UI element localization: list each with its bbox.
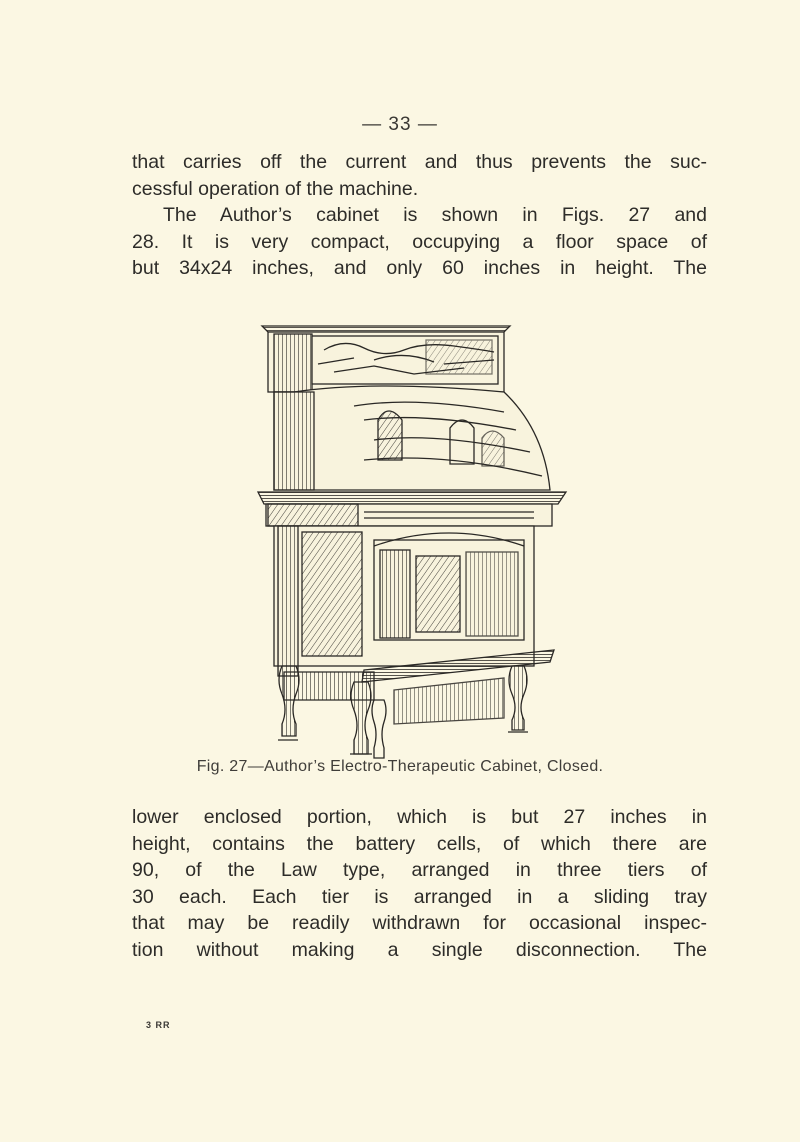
text-line: tion without making a single disconnection. The	[132, 938, 707, 961]
figure-caption: Fig. 27—Author’s Electro-Therapeutic Cabinet, Closed.	[196, 758, 604, 775]
figure-cabinet-illustration	[254, 320, 570, 760]
body-text-top	[132, 149, 707, 282]
text-line: that carries off the current and thus prevents the suc-	[132, 151, 707, 173]
page-number: — 33 —	[362, 114, 438, 135]
text-line: but 34x24 inches, and only 60 inches in height. The	[132, 257, 707, 280]
text-line: 28. It is very compact, occupying a floor space of	[132, 230, 707, 253]
text-line: 30 each. Each tier is arranged in a sliding tray	[132, 885, 707, 908]
text-line: height, contains the battery cells, of which there are	[132, 832, 707, 855]
cabinet-engraving-icon	[254, 320, 570, 760]
text-line: cessful operation of the machine.	[132, 177, 419, 200]
body-text-bottom	[132, 804, 707, 964]
printer-signature-mark: 3 RR	[146, 1020, 171, 1030]
text-line: that may be readily withdrawn for occasional inspec-	[132, 912, 707, 935]
paragraph-battery	[132, 804, 707, 964]
text-line: 90, of the Law type, arranged in three tiers of	[132, 859, 707, 882]
paragraph-cabinet-intro	[132, 202, 707, 282]
text-line: lower enclosed portion, which is but 27 inches in	[132, 806, 707, 828]
text-line: The Author’s cabinet is shown in Figs. 27 and	[163, 204, 707, 227]
paragraph-continuation	[132, 149, 707, 202]
